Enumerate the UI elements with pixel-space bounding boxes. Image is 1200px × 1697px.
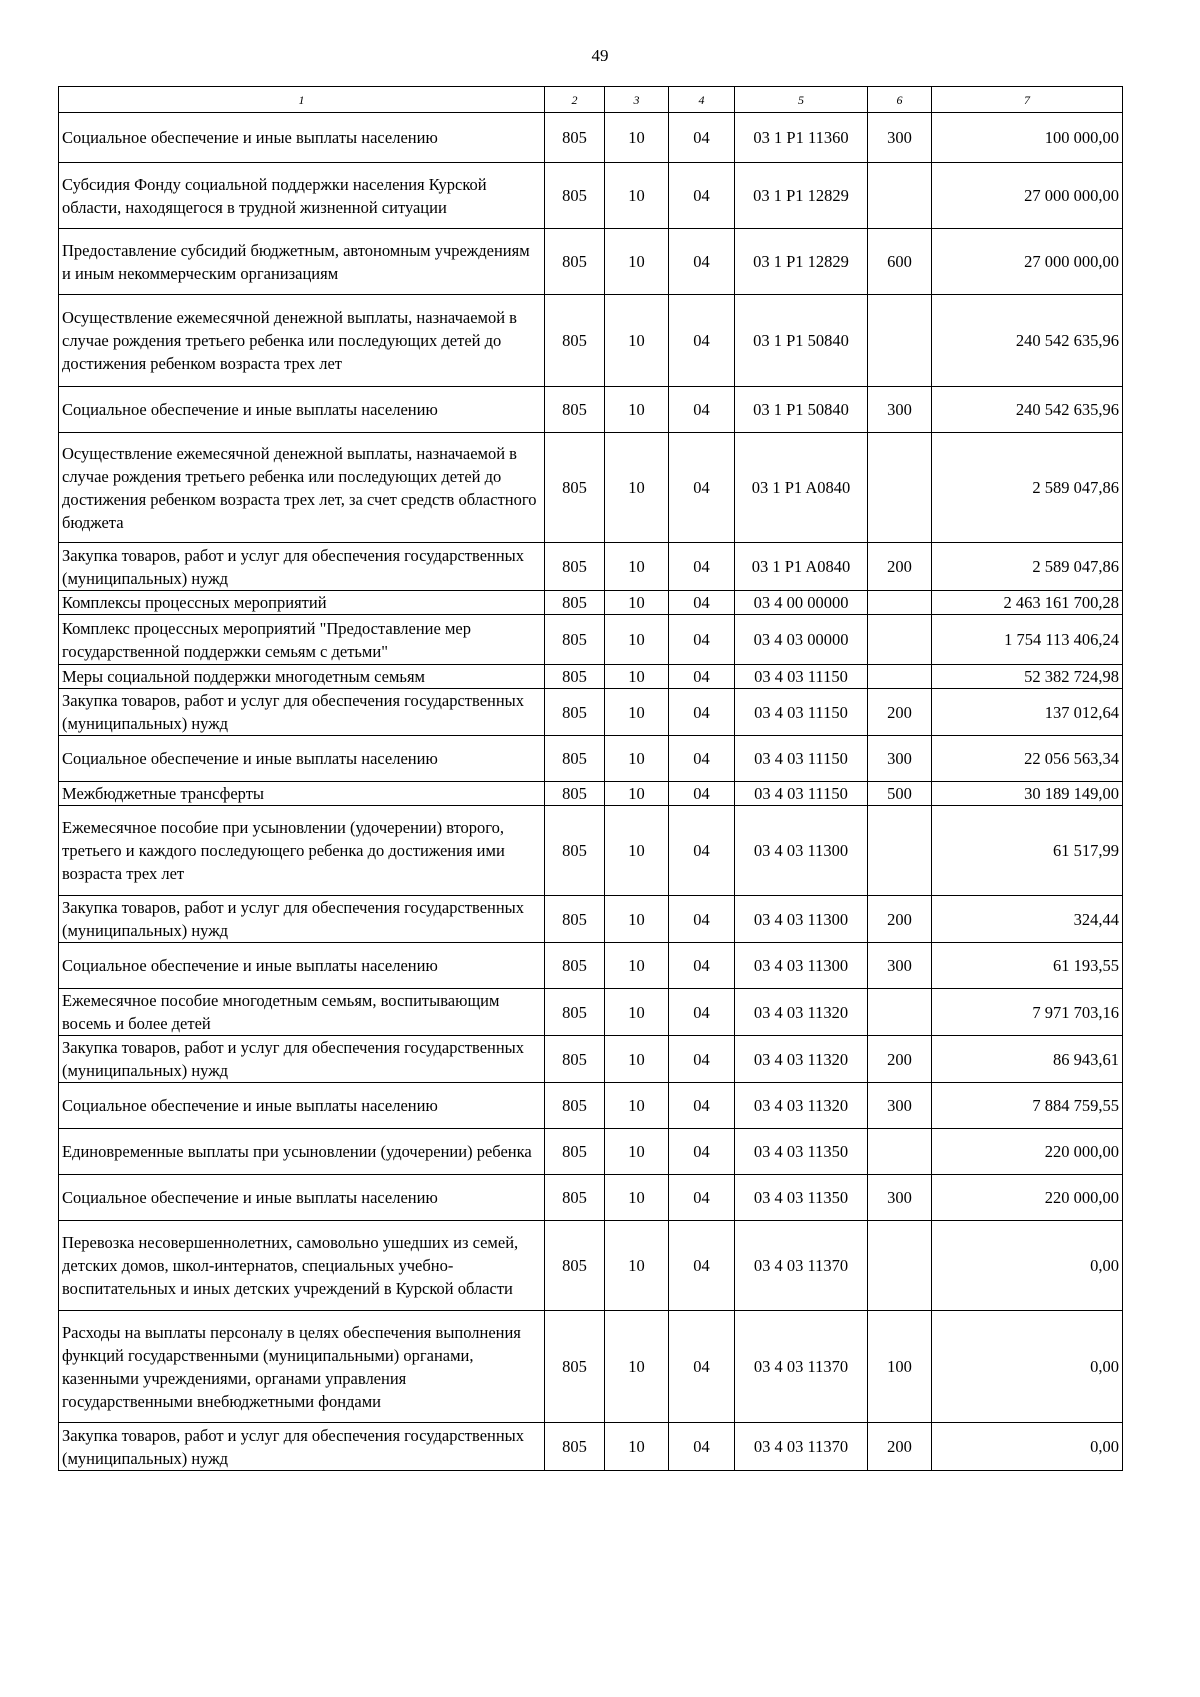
table-row xyxy=(59,989,1123,1036)
table-row xyxy=(59,736,1123,782)
column-number: 6 xyxy=(868,87,932,113)
row-grbs: 805 xyxy=(545,806,605,896)
row-grbs: 805 xyxy=(545,229,605,295)
row-section: 10 xyxy=(605,782,669,806)
row-subsection: 04 xyxy=(669,433,735,543)
table-row xyxy=(59,387,1123,433)
row-expense-type xyxy=(868,591,932,615)
row-expense-type: 200 xyxy=(868,896,932,943)
row-expense-type: 100 xyxy=(868,1311,932,1423)
row-name: Комплекс процессных мероприятий "Предоставление мер государственной поддержки семьям с детьми" xyxy=(59,615,545,665)
row-section: 10 xyxy=(605,1129,669,1175)
row-subsection: 04 xyxy=(669,989,735,1036)
table-row xyxy=(59,295,1123,387)
row-amount: 30 189 149,00 xyxy=(932,782,1123,806)
row-grbs: 805 xyxy=(545,1311,605,1423)
row-name: Осуществление ежемесячной денежной выплаты, назначаемой в случае рождения третьего ребенка или последующих детей до достижения ребенком возраста трех лет xyxy=(59,295,545,387)
row-expense-type xyxy=(868,295,932,387)
column-number: 4 xyxy=(669,87,735,113)
row-target-item: 03 4 00 00000 xyxy=(735,591,868,615)
row-target-item: 03 4 03 11370 xyxy=(735,1311,868,1423)
row-name: Закупка товаров, работ и услуг для обеспечения государственных (муниципальных) нужд xyxy=(59,1423,545,1471)
row-target-item: 03 4 03 11150 xyxy=(735,782,868,806)
row-name: Ежемесячное пособие многодетным семьям, воспитывающим восемь и более детей xyxy=(59,989,545,1036)
row-subsection: 04 xyxy=(669,943,735,989)
row-grbs: 805 xyxy=(545,591,605,615)
table-row xyxy=(59,665,1123,689)
row-grbs: 805 xyxy=(545,615,605,665)
row-amount: 220 000,00 xyxy=(932,1129,1123,1175)
row-expense-type xyxy=(868,433,932,543)
row-amount: 27 000 000,00 xyxy=(932,163,1123,229)
row-target-item: 03 1 P1 12829 xyxy=(735,163,868,229)
table-row xyxy=(59,943,1123,989)
row-expense-type xyxy=(868,806,932,896)
row-section: 10 xyxy=(605,896,669,943)
row-grbs: 805 xyxy=(545,989,605,1036)
row-section: 10 xyxy=(605,591,669,615)
table-row xyxy=(59,543,1123,591)
row-grbs: 805 xyxy=(545,665,605,689)
row-section: 10 xyxy=(605,665,669,689)
row-expense-type: 300 xyxy=(868,943,932,989)
row-grbs: 805 xyxy=(545,1083,605,1129)
row-subsection: 04 xyxy=(669,1129,735,1175)
row-expense-type xyxy=(868,163,932,229)
budget-table xyxy=(58,86,1123,1471)
row-subsection: 04 xyxy=(669,591,735,615)
row-amount: 22 056 563,34 xyxy=(932,736,1123,782)
row-expense-type xyxy=(868,615,932,665)
row-target-item: 03 4 03 11150 xyxy=(735,689,868,736)
row-name: Социальное обеспечение и иные выплаты населению xyxy=(59,1175,545,1221)
row-subsection: 04 xyxy=(669,295,735,387)
row-subsection: 04 xyxy=(669,615,735,665)
row-subsection: 04 xyxy=(669,689,735,736)
row-grbs: 805 xyxy=(545,782,605,806)
row-grbs: 805 xyxy=(545,433,605,543)
row-grbs: 805 xyxy=(545,1036,605,1083)
row-target-item: 03 4 03 11370 xyxy=(735,1423,868,1471)
row-name: Ежемесячное пособие при усыновлении (удочерении) второго, третьего и каждого последующего ребенка до достижения ими возраста трех лет xyxy=(59,806,545,896)
row-name: Закупка товаров, работ и услуг для обеспечения государственных (муниципальных) нужд xyxy=(59,896,545,943)
row-expense-type xyxy=(868,665,932,689)
row-section: 10 xyxy=(605,1175,669,1221)
row-expense-type: 200 xyxy=(868,1423,932,1471)
row-grbs: 805 xyxy=(545,295,605,387)
row-grbs: 805 xyxy=(545,896,605,943)
row-target-item: 03 4 03 11300 xyxy=(735,806,868,896)
row-expense-type: 300 xyxy=(868,113,932,163)
row-expense-type: 300 xyxy=(868,387,932,433)
row-amount: 240 542 635,96 xyxy=(932,295,1123,387)
row-amount: 7 884 759,55 xyxy=(932,1083,1123,1129)
row-expense-type: 200 xyxy=(868,689,932,736)
table-row xyxy=(59,1221,1123,1311)
row-section: 10 xyxy=(605,113,669,163)
table-row xyxy=(59,163,1123,229)
table-row xyxy=(59,591,1123,615)
row-amount: 2 463 161 700,28 xyxy=(932,591,1123,615)
row-section: 10 xyxy=(605,615,669,665)
table-row xyxy=(59,1175,1123,1221)
row-section: 10 xyxy=(605,806,669,896)
row-name: Социальное обеспечение и иные выплаты населению xyxy=(59,943,545,989)
row-target-item: 03 4 03 11150 xyxy=(735,736,868,782)
column-number: 5 xyxy=(735,87,868,113)
row-amount: 220 000,00 xyxy=(932,1175,1123,1221)
row-section: 10 xyxy=(605,1036,669,1083)
table-row xyxy=(59,229,1123,295)
row-expense-type xyxy=(868,1221,932,1311)
row-target-item: 03 4 03 11320 xyxy=(735,989,868,1036)
row-grbs: 805 xyxy=(545,113,605,163)
row-amount: 52 382 724,98 xyxy=(932,665,1123,689)
row-name: Социальное обеспечение и иные выплаты населению xyxy=(59,736,545,782)
row-expense-type: 300 xyxy=(868,736,932,782)
table-row xyxy=(59,1423,1123,1471)
row-name: Закупка товаров, работ и услуг для обеспечения государственных (муниципальных) нужд xyxy=(59,543,545,591)
table-row xyxy=(59,615,1123,665)
row-name: Комплексы процессных мероприятий xyxy=(59,591,545,615)
table-row xyxy=(59,806,1123,896)
row-subsection: 04 xyxy=(669,1175,735,1221)
row-subsection: 04 xyxy=(669,163,735,229)
row-target-item: 03 4 03 11300 xyxy=(735,896,868,943)
row-target-item: 03 1 P1 50840 xyxy=(735,295,868,387)
row-grbs: 805 xyxy=(545,163,605,229)
row-subsection: 04 xyxy=(669,1423,735,1471)
row-grbs: 805 xyxy=(545,387,605,433)
row-amount: 0,00 xyxy=(932,1311,1123,1423)
table-row xyxy=(59,689,1123,736)
row-name: Перевозка несовершеннолетних, самовольно ушедших из семей, детских домов, школ-интернатов, специальных учебно-воспитательных и иных детских учреждений в Курской области xyxy=(59,1221,545,1311)
row-expense-type: 300 xyxy=(868,1175,932,1221)
row-amount: 1 754 113 406,24 xyxy=(932,615,1123,665)
row-section: 10 xyxy=(605,989,669,1036)
row-subsection: 04 xyxy=(669,229,735,295)
row-name: Осуществление ежемесячной денежной выплаты, назначаемой в случае рождения третьего ребенка или последующих детей до достижения ребенком возраста трех лет, за счет средств областного бюджета xyxy=(59,433,545,543)
row-section: 10 xyxy=(605,736,669,782)
row-grbs: 805 xyxy=(545,736,605,782)
row-amount: 0,00 xyxy=(932,1423,1123,1471)
row-section: 10 xyxy=(605,229,669,295)
row-section: 10 xyxy=(605,689,669,736)
row-name: Меры социальной поддержки многодетным семьям xyxy=(59,665,545,689)
row-section: 10 xyxy=(605,1311,669,1423)
row-target-item: 03 4 03 11350 xyxy=(735,1175,868,1221)
row-name: Предоставление субсидий бюджетным, автономным учреждениям и иным некоммерческим организациям xyxy=(59,229,545,295)
row-name: Закупка товаров, работ и услуг для обеспечения государственных (муниципальных) нужд xyxy=(59,1036,545,1083)
row-expense-type xyxy=(868,989,932,1036)
table-row xyxy=(59,896,1123,943)
row-subsection: 04 xyxy=(669,896,735,943)
row-name: Межбюджетные трансферты xyxy=(59,782,545,806)
row-section: 10 xyxy=(605,163,669,229)
table-row xyxy=(59,1083,1123,1129)
row-section: 10 xyxy=(605,433,669,543)
row-amount: 86 943,61 xyxy=(932,1036,1123,1083)
table-row xyxy=(59,433,1123,543)
row-amount: 100 000,00 xyxy=(932,113,1123,163)
row-target-item: 03 1 P1 A0840 xyxy=(735,433,868,543)
column-number: 1 xyxy=(59,87,545,113)
table-row xyxy=(59,1036,1123,1083)
row-subsection: 04 xyxy=(669,665,735,689)
row-target-item: 03 1 P1 A0840 xyxy=(735,543,868,591)
row-target-item: 03 4 03 11320 xyxy=(735,1083,868,1129)
row-target-item: 03 1 P1 12829 xyxy=(735,229,868,295)
row-grbs: 805 xyxy=(545,1221,605,1311)
column-number-row xyxy=(59,87,1123,113)
row-amount: 0,00 xyxy=(932,1221,1123,1311)
row-target-item: 03 4 03 11150 xyxy=(735,665,868,689)
row-target-item: 03 4 03 11370 xyxy=(735,1221,868,1311)
row-grbs: 805 xyxy=(545,689,605,736)
row-expense-type: 600 xyxy=(868,229,932,295)
row-subsection: 04 xyxy=(669,1036,735,1083)
row-target-item: 03 4 03 11350 xyxy=(735,1129,868,1175)
row-name: Социальное обеспечение и иные выплаты населению xyxy=(59,113,545,163)
row-subsection: 04 xyxy=(669,387,735,433)
column-number: 3 xyxy=(605,87,669,113)
row-subsection: 04 xyxy=(669,543,735,591)
row-target-item: 03 1 P1 11360 xyxy=(735,113,868,163)
row-target-item: 03 4 03 11300 xyxy=(735,943,868,989)
row-amount: 324,44 xyxy=(932,896,1123,943)
row-name: Закупка товаров, работ и услуг для обеспечения государственных (муниципальных) нужд xyxy=(59,689,545,736)
row-amount: 27 000 000,00 xyxy=(932,229,1123,295)
row-amount: 61 517,99 xyxy=(932,806,1123,896)
row-grbs: 805 xyxy=(545,1423,605,1471)
row-amount: 137 012,64 xyxy=(932,689,1123,736)
row-target-item: 03 1 P1 50840 xyxy=(735,387,868,433)
table-row xyxy=(59,113,1123,163)
table-row xyxy=(59,1311,1123,1423)
row-name: Расходы на выплаты персоналу в целях обеспечения выполнения функций государственными (муниципальными) органами, казенными учреждениями, органами управления государственными внебюджетными фондами xyxy=(59,1311,545,1423)
row-target-item: 03 4 03 00000 xyxy=(735,615,868,665)
row-grbs: 805 xyxy=(545,943,605,989)
row-section: 10 xyxy=(605,1423,669,1471)
row-expense-type: 300 xyxy=(868,1083,932,1129)
row-section: 10 xyxy=(605,295,669,387)
row-subsection: 04 xyxy=(669,113,735,163)
row-amount: 2 589 047,86 xyxy=(932,433,1123,543)
row-amount: 2 589 047,86 xyxy=(932,543,1123,591)
row-name: Социальное обеспечение и иные выплаты населению xyxy=(59,1083,545,1129)
row-name: Единовременные выплаты при усыновлении (удочерении) ребенка xyxy=(59,1129,545,1175)
row-name: Социальное обеспечение и иные выплаты населению xyxy=(59,387,545,433)
row-grbs: 805 xyxy=(545,1175,605,1221)
row-expense-type xyxy=(868,1129,932,1175)
row-section: 10 xyxy=(605,1083,669,1129)
column-number: 2 xyxy=(545,87,605,113)
row-expense-type: 200 xyxy=(868,543,932,591)
row-amount: 7 971 703,16 xyxy=(932,989,1123,1036)
row-target-item: 03 4 03 11320 xyxy=(735,1036,868,1083)
row-subsection: 04 xyxy=(669,1221,735,1311)
row-section: 10 xyxy=(605,1221,669,1311)
row-expense-type: 500 xyxy=(868,782,932,806)
row-amount: 240 542 635,96 xyxy=(932,387,1123,433)
row-subsection: 04 xyxy=(669,736,735,782)
row-section: 10 xyxy=(605,543,669,591)
row-expense-type: 200 xyxy=(868,1036,932,1083)
row-subsection: 04 xyxy=(669,806,735,896)
row-amount: 61 193,55 xyxy=(932,943,1123,989)
table-row xyxy=(59,1129,1123,1175)
row-subsection: 04 xyxy=(669,782,735,806)
row-section: 10 xyxy=(605,943,669,989)
row-grbs: 805 xyxy=(545,1129,605,1175)
row-subsection: 04 xyxy=(669,1311,735,1423)
table-row xyxy=(59,782,1123,806)
row-subsection: 04 xyxy=(669,1083,735,1129)
row-section: 10 xyxy=(605,387,669,433)
page-number: 49 xyxy=(591,46,609,65)
column-number: 7 xyxy=(932,87,1123,113)
row-name: Субсидия Фонду социальной поддержки населения Курской области, находящегося в трудной жизненной ситуации xyxy=(59,163,545,229)
row-grbs: 805 xyxy=(545,543,605,591)
